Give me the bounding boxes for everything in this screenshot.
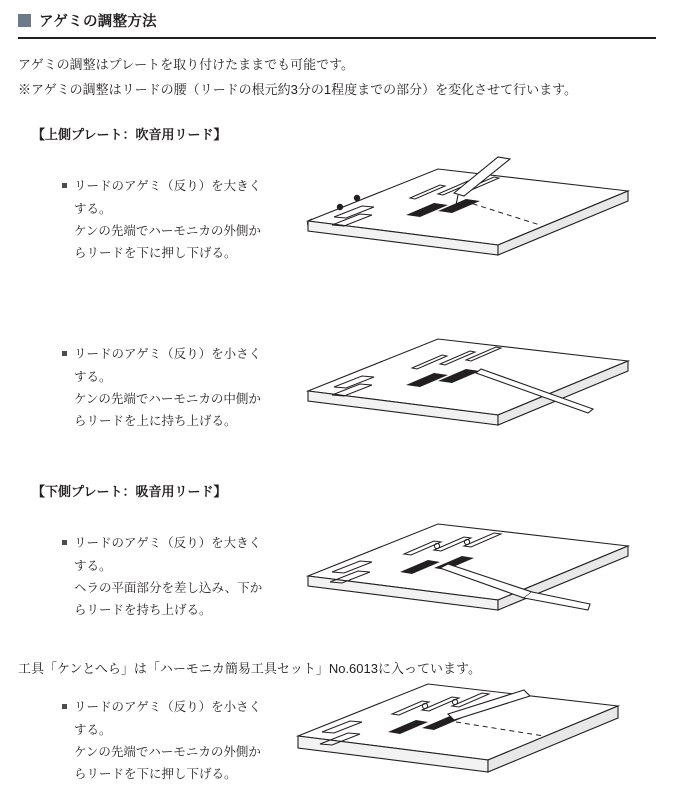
section-header <box>18 0 656 37</box>
illustration-harmonica-upper-plate-outside <box>288 149 648 269</box>
list-item <box>62 670 294 785</box>
text-line: リードのアゲミ（反り）を小さく <box>74 700 262 715</box>
instruction-block-3 <box>18 506 656 638</box>
instruction-text <box>74 175 261 264</box>
page-title: アゲミの調整方法 <box>39 14 157 30</box>
illustration-harmonica-lower-plate-outside <box>288 670 648 790</box>
illustration-harmonica-lower-plate-spatula <box>288 506 648 626</box>
text-line: らリードを上に持ち上げる。 <box>74 414 237 429</box>
text-line: リードのアゲミ（反り）を大きく <box>74 179 262 194</box>
list-item <box>62 317 294 432</box>
text-line: ケンの先端でハーモニカの外側か <box>74 223 261 238</box>
instruction-block-2 <box>18 317 656 449</box>
spacer <box>18 455 656 481</box>
text-line: らリードを下に押し下げる。 <box>74 246 237 261</box>
instruction-text <box>74 532 262 621</box>
text-line: する。 <box>74 722 112 737</box>
intro-paragraph <box>18 53 656 102</box>
list-item <box>62 149 294 264</box>
bullet-square-icon <box>62 540 67 545</box>
intro-line-2: ※アゲミの調整はリードの腰（リードの根元約3分の1程度までの部分）を変化させて行います。 <box>18 81 578 97</box>
text-line: ケンの先端でハーモニカの外側か <box>74 744 261 759</box>
header-marker-icon <box>18 14 31 27</box>
spacer <box>18 295 656 317</box>
instruction-text <box>74 696 261 785</box>
text-line: らリードを下に押し下げる。 <box>74 767 237 782</box>
section-title-upper-plate: 【上側プレート：吹音用リード】 <box>32 127 227 143</box>
instruction-block-4 <box>18 670 656 798</box>
footer-note: 工具「ケンとへら」は「ハーモニカ簡易工具セット」No.6013に入っています。 <box>18 661 481 676</box>
text-line: らリードを持ち上げる。 <box>74 603 212 618</box>
text-line: リードのアゲミ（反り）を小さく <box>74 347 262 362</box>
list-item <box>62 506 294 621</box>
text-line: ヘラの平面部分を差し込み、下か <box>74 580 263 595</box>
text-line: リードのアゲミ（反り）を大きく <box>74 536 262 551</box>
illustration-harmonica-upper-plate-inside <box>288 317 648 437</box>
text-line: する。 <box>74 201 112 216</box>
instruction-text <box>74 343 261 432</box>
text-line: する。 <box>74 558 112 573</box>
text-line: ケンの先端でハーモニカの中側か <box>74 391 261 406</box>
text-line: する。 <box>74 369 112 384</box>
bullet-square-icon <box>62 351 67 356</box>
intro-line-1: アゲミの調整はプレートを取り付けたままでも可能です。 <box>18 57 355 72</box>
instruction-block-1 <box>18 149 656 289</box>
section-title-lower-plate: 【下側プレート：吸音用リード】 <box>32 484 227 500</box>
bullet-square-icon <box>62 704 67 709</box>
header-divider <box>18 37 656 39</box>
bullet-square-icon <box>62 183 67 188</box>
